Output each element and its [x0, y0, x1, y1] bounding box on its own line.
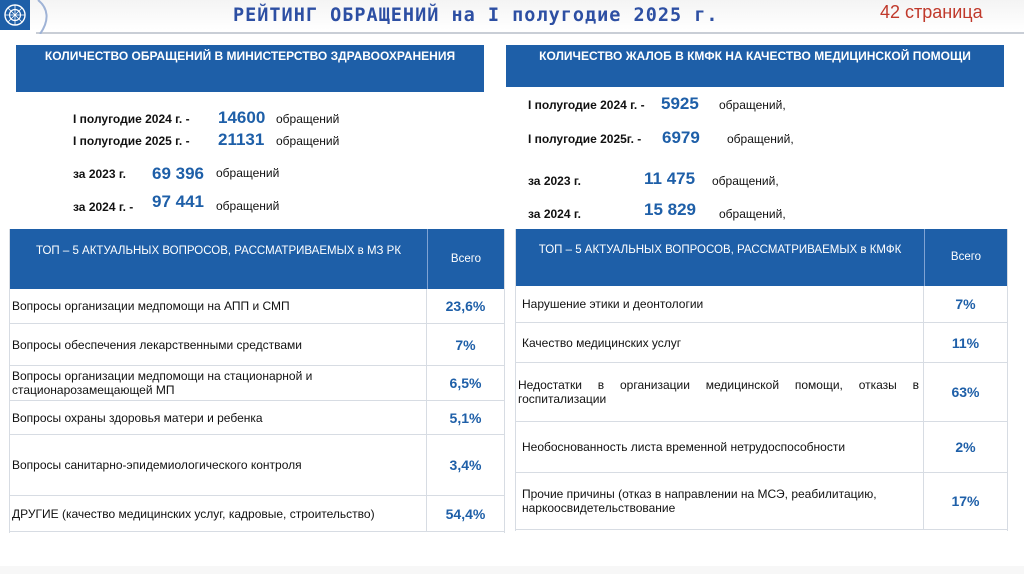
stat-label: за 2024 г. — [528, 207, 581, 221]
row-label: Недостатки в организации медицинской помощи, отказы в госпитализации — [516, 363, 924, 421]
stat-label: за 2023 г. — [528, 174, 581, 188]
table-row — [10, 366, 504, 401]
row-label: Нарушение этики и деонтологии — [516, 286, 924, 322]
ministry-top5-table — [9, 229, 505, 533]
stat-unit: обращений — [216, 199, 280, 213]
stat-label: I полугодие 2024 г. - — [73, 112, 190, 126]
table-row — [516, 323, 1007, 363]
stat-value: 6979 — [662, 128, 700, 147]
stat-label: I полугодие 2024 г. - — [528, 98, 645, 112]
row-value: 6,5% — [449, 375, 482, 391]
row-label: ДРУГИЕ (качество медицинских услуг, кадровые, строительство) — [10, 496, 427, 531]
row-label: Вопросы организации медпомощи на АПП и СМП — [10, 289, 427, 323]
table-row — [516, 363, 1007, 422]
stat-value: 11 475 — [644, 169, 696, 188]
stat-unit: обращений — [216, 166, 280, 180]
row-label: Вопросы обеспечения лекарственными средствами — [10, 324, 427, 365]
page-title: РЕЙТИНГ ОБРАЩЕНИЙ на I полугодие 2025 г. — [233, 5, 719, 26]
row-label: Необоснованность листа временной нетрудоспособности — [516, 422, 924, 472]
header-swoosh-icon — [36, 0, 60, 34]
row-label: Прочие причины (отказ в направлении на МСЭ, реабилитацию, наркоосвидетельствование — [516, 473, 924, 529]
table-row — [10, 324, 504, 366]
row-value: 7% — [955, 296, 976, 312]
stat-unit: обращений, — [727, 132, 794, 146]
stat-unit: обращений, — [712, 174, 779, 188]
table-row — [516, 473, 1007, 530]
row-value: 5,1% — [449, 409, 482, 426]
table-row — [516, 286, 1007, 323]
stat-label: I полугодие 2025 г. - — [73, 134, 190, 148]
stat-value: 69 396 — [152, 164, 204, 183]
header-divider — [36, 32, 1024, 34]
row-label: Качество медицинских услуг — [516, 323, 924, 362]
table-header: ТОП – 5 АКТУАЛЬНЫХ ВОПРОСОВ, РАССМАТРИВАЕМЫХ в МЗ РК — [10, 229, 427, 289]
ministry-appeals-heading: КОЛИЧЕСТВО ОБРАЩЕНИЙ В МИНИСТЕРСТВО ЗДРАВООХРАНЕНИЯ — [16, 45, 484, 92]
stat-label: за 2023 г. — [73, 167, 126, 181]
row-value: 63% — [951, 384, 980, 400]
table-row — [10, 496, 504, 532]
table-row — [10, 435, 504, 496]
row-value: 23,6% — [445, 298, 486, 314]
stat-unit: обращений, — [719, 98, 786, 112]
stat-unit: обращений, — [719, 207, 786, 221]
stat-value: 15 829 — [644, 200, 696, 219]
row-label: Вопросы охраны здоровья матери и ребенка — [10, 401, 427, 434]
header — [0, 0, 1024, 36]
stat-label: I полугодие 2025г. - — [528, 132, 642, 146]
complaints-heading: КОЛИЧЕСТВО ЖАЛОБ В КМФК НА КАЧЕСТВО МЕДИЦИНСКОЙ ПОМОЩИ — [506, 45, 1004, 87]
stat-value: 97 441 — [152, 192, 204, 211]
stat-value: 14600 — [218, 108, 266, 127]
table-row — [10, 401, 504, 435]
row-value: 7% — [455, 336, 476, 353]
stat-value: 21131 — [218, 130, 265, 149]
row-value: 54,4% — [445, 505, 486, 522]
row-label: Вопросы организации медпомощи на стационарной и стационарозамещающей МП — [10, 366, 427, 400]
total-column-header: Всего — [427, 229, 504, 289]
table-header: ТОП – 5 АКТУАЛЬНЫХ ВОПРОСОВ, РАССМАТРИВАЕМЫХ в КМФК — [516, 229, 924, 286]
table-row — [516, 422, 1007, 473]
stat-unit: обращений — [276, 112, 340, 126]
total-column-header: Всего — [924, 229, 1007, 286]
stat-unit: обращений — [276, 134, 340, 148]
stat-label: за 2024 г. - — [73, 200, 134, 214]
row-value: 3,4% — [449, 457, 482, 473]
row-value: 2% — [955, 439, 976, 455]
row-label: Вопросы санитарно-эпидемиологического контроля — [10, 435, 427, 495]
emblem-icon — [0, 0, 30, 30]
footer-band — [0, 566, 1024, 574]
row-value: 17% — [951, 493, 980, 509]
stat-value: 5925 — [661, 94, 699, 113]
table-row — [10, 289, 504, 324]
kmfk-top5-table — [515, 229, 1008, 531]
page-number: 42 страница — [880, 2, 983, 22]
row-value: 11% — [951, 334, 980, 351]
